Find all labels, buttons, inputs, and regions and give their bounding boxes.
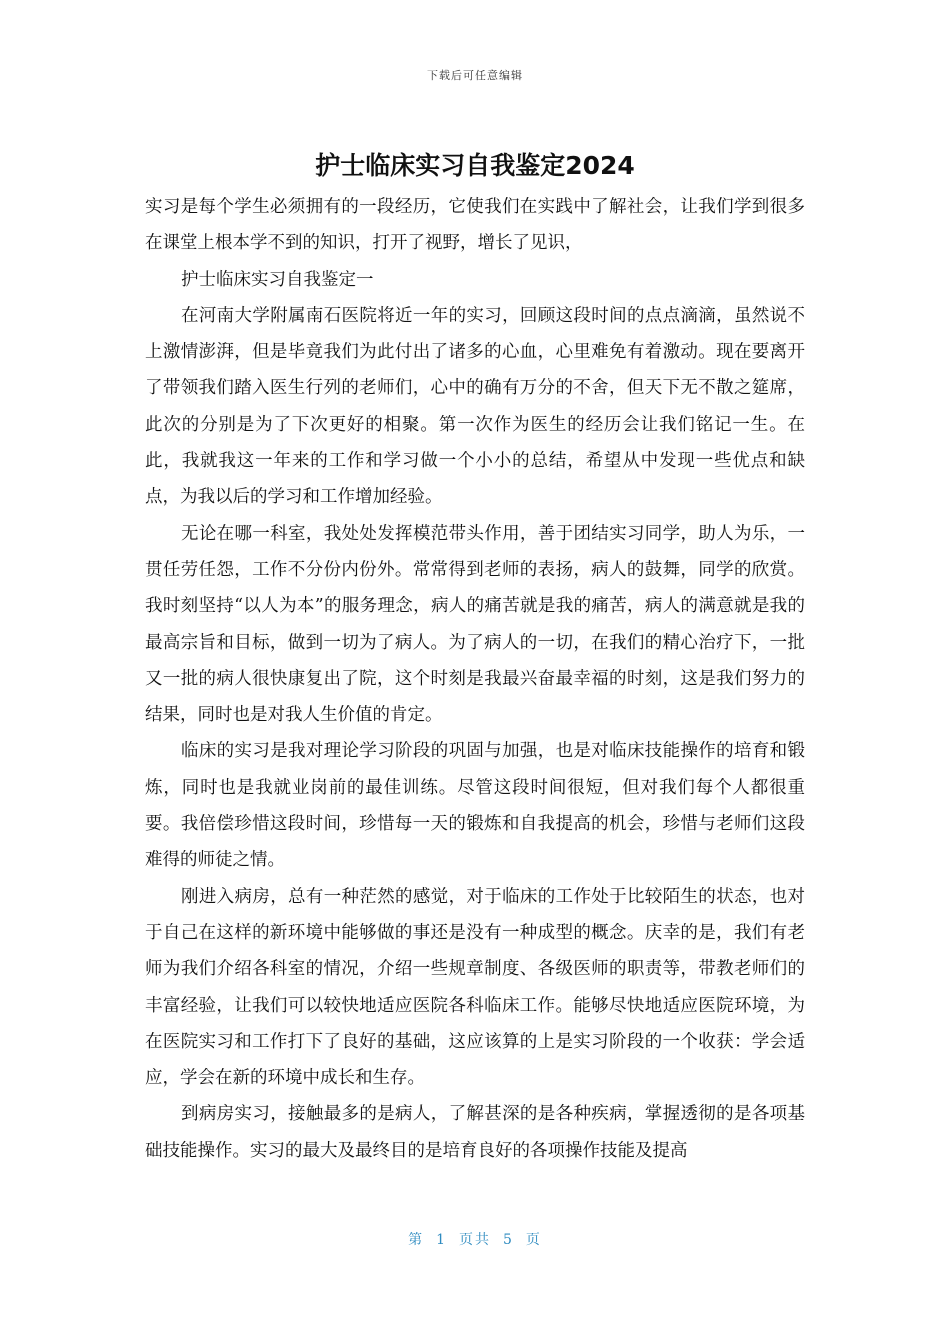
total-pages: 5	[503, 1232, 514, 1248]
document-title: 护士临床实习自我鉴定2024	[315, 151, 635, 180]
section-heading: 护士临床实习自我鉴定一	[181, 269, 374, 290]
paragraph: 无论在哪一科室，我处处发挥模范带头作用，善于团结实习同学，助人为乐，一贯任劳任怨，工作不分份内份外。常常得到老师的表扬，病人的鼓舞，同学的欣赏。我时刻坚持“以人为本”的服务理念，病人的痛苦就是我的痛苦，病人的满意就是我的最高宗旨和目标，做到一切为了病人。为了病人的一切，在我们的精心治疗下，一批又一批的病人很快康复出了院，这个时刻是我最兴奋最幸福的时刻，这是我们努力的结果，同时也是对我人生价值的肯定。	[145, 523, 805, 726]
paragraph: 到病房实习，接触最多的是病人，了解甚深的是各种疾病，掌握透彻的是各项基础技能操作。实习的最大及最终目的是培育良好的各项操作技能及提高	[145, 1104, 805, 1161]
paragraph: 在河南大学附属南石医院将近一年的实习，回顾这段时间的点点滴滴，虽然说不上激情澎湃，但是毕竟我们为此付出了诸多的心血，心里难免有着激动。现在要离开了带领我们踏入医生行列的老师们，心中的确有万分的不舍，但天下无不散之筵席，此次的分别是为了下次更好的相聚。第一次作为医生的经历会让我们铭记一生。在此，我就我这一年来的工作和学习做一个小小的总结，希望从中发现一些优点和缺点，为我以后的学习和工作增加经验。	[145, 305, 805, 508]
page-label-middle: 页共	[459, 1232, 491, 1248]
header-note: 下载后可任意编辑	[427, 69, 523, 82]
page-number: 1	[436, 1232, 447, 1248]
document-body	[145, 189, 805, 1169]
page-footer	[0, 1229, 950, 1249]
paragraph: 临床的实习是我对理论学习阶段的巩固与加强，也是对临床技能操作的培育和锻炼，同时也是我就业岗前的最佳训练。尽管这段时间很短，但对我们每个人都很重要。我倍偿珍惜这段时间，珍惜每一天的锻炼和自我提高的机会，珍惜与老师们这段难得的师徒之情。	[145, 741, 805, 871]
paragraph-intro: 实习是每个学生必须拥有的一段经历，它使我们在实践中了解社会，让我们学到很多在课堂上根本学不到的知识，打开了视野，增长了见识，	[145, 197, 805, 254]
page-label-prefix: 第	[408, 1232, 425, 1248]
paragraph: 刚进入病房，总有一种茫然的感觉，对于临床的工作处于比较陌生的状态，也对于自己在这样的新环境中能够做的事还是没有一种成型的概念。庆幸的是，我们有老师为我们介绍各科室的情况，介绍一些规章制度、各级医师的职责等，带教老师们的丰富经验，让我们可以较快地适应医院各科临床工作。能够尽快地适应医院环境，为在医院实习和工作打下了良好的基础，这应该算的上是实习阶段的一个收获：学会适应，学会在新的环境中成长和生存。	[145, 886, 805, 1089]
page-label-suffix: 页	[525, 1232, 542, 1248]
